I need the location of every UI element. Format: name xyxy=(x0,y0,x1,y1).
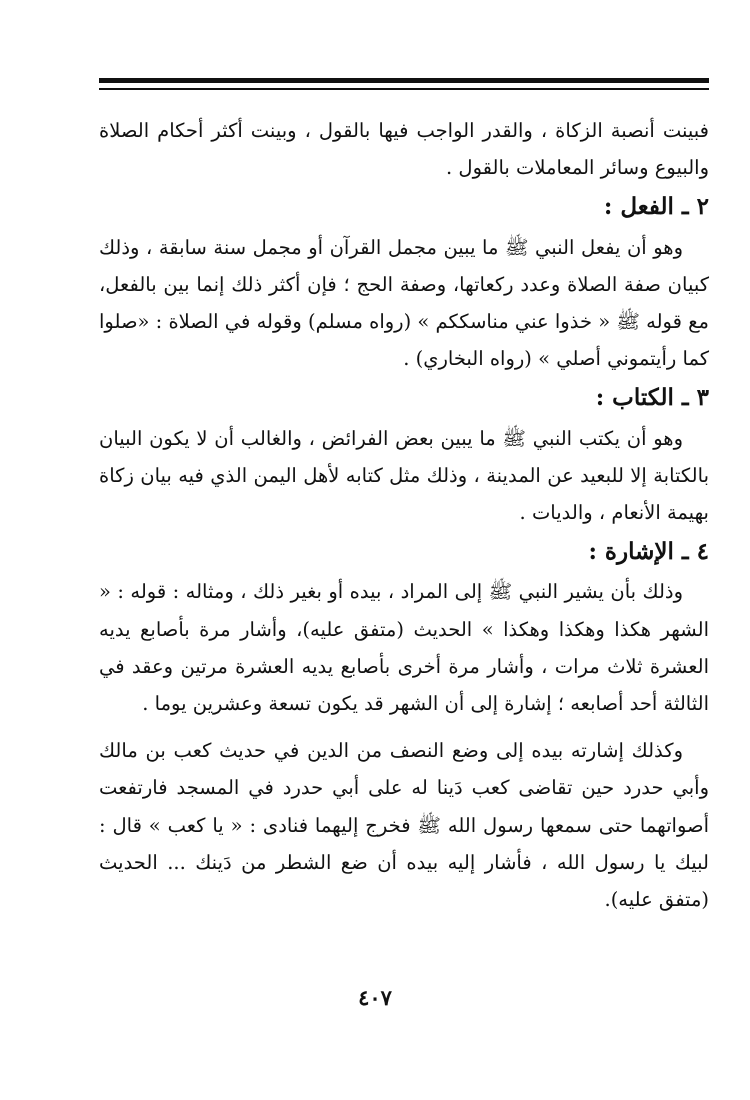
section-heading-action: ٢ ـ الفعل : xyxy=(603,193,709,221)
page-body xyxy=(99,112,709,918)
paragraph-writing: وهو أن يكتب النبي ﷺ ما يبين بعض الفرائض ، والغالب أن لا يكون البيان بالكتابة إلا للبعيد عن المدينة ، وذلك مثل كتابه لأهل اليمن الذي فيه بيان زكاة بهيمة الأنعام ، والديات . xyxy=(99,426,709,525)
page-number: ٤٠٧ xyxy=(358,985,392,1010)
header-rule-thin xyxy=(99,88,709,90)
section-heading-writing: ٣ ـ الكتاب : xyxy=(595,384,709,412)
header-rule-thick xyxy=(99,78,709,83)
paragraph-action: وهو أن يفعل النبي ﷺ ما يبين مجمل القرآن أو مجمل سنة سابقة ، وذلك كبيان صفة الصلاة وعدد ركعاتها، وصفة الحج ؛ فإن أكثر ذلك إنما بين بالفعل، مع قوله ﷺ « خذوا عني مناسككم » (رواه مسلم) وقوله في الصلاة : «صلوا كما رأيتموني أصلي » (رواه البخاري) . xyxy=(99,235,709,371)
paragraph-intro: فبينت أنصبة الزكاة ، والقدر الواجب فيها بالقول ، وبينت أكثر أحكام الصلاة والبيوع وسائر المعاملات بالقول . xyxy=(99,119,709,180)
paragraph-gesture-example: وكذلك إشارته بيده إلى وضع النصف من الدين في حديث كعب بن مالك وأبي حدرد حين تقاضى كعب دَينا له على أبي حدرد في المسجد فارتفعت أصواتهما حتى سمعها رسول الله ﷺ فخرج إليهما فنادى : « يا كعب » قال : لبيك يا رسول الله ، فأشار إليه بيده أن ضع الشطر من دَينك ... الحديث (متفق عليه). xyxy=(99,739,709,912)
paragraph-gesture: وذلك بأن يشير النبي ﷺ إلى المراد ، بيده أو بغير ذلك ، ومثاله : قوله : « الشهر هكذا وهكذا وهكذا » الحديث (متفق عليه)، وأشار مرة بأصابع يديه العشرة ثلاث مرات ، وأشار مرة أخرى بأصابع يديه العشرة مرتين وعقد في الثالثة أحد أصابعه ؛ إشارة إلى أن الشهر قد يكون تسعة وعشرين يوما . xyxy=(99,580,709,716)
section-heading-gesture: ٤ ـ الإشارة : xyxy=(588,538,709,566)
paragraph-gap xyxy=(99,722,709,732)
